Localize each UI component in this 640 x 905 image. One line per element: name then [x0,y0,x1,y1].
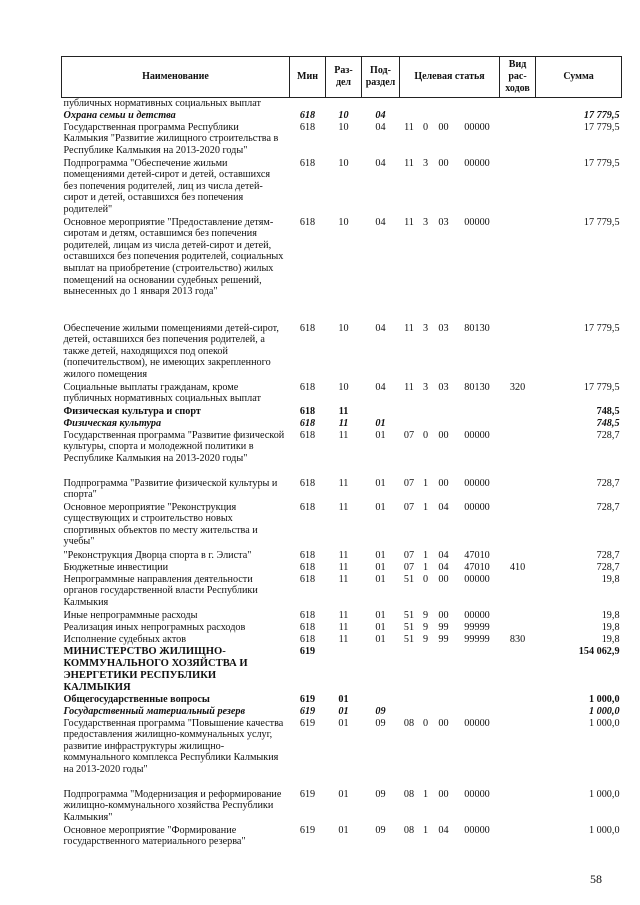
row-vid [500,158,536,217]
row-razdel: 10 [338,157,349,169]
row-sum: 154 062,9 [578,645,620,657]
row-sum: 1 000,0 [588,788,620,800]
table-row [62,406,622,418]
row-podrazdel: 04 [375,216,386,228]
row-target-direction [455,98,500,110]
row-vid [500,718,536,789]
row-min: 619 [299,705,316,717]
row-target-program: 08 [403,717,415,729]
row-target-program: 07 [403,477,415,489]
row-podrazdel [362,406,400,418]
row-name: Общегосударственные вопросы [63,693,210,705]
row-target-program [400,646,419,694]
row-sum: 1 000,0 [588,705,620,717]
row-target-event: 03 [438,381,449,393]
row-sum: 1 000,0 [588,717,620,729]
row-podrazdel [362,98,400,110]
row-name: публичных нормативных социальных выплат [63,98,261,109]
row-sum: 748,5 [596,405,620,417]
row-target-direction: 00000 [464,477,490,489]
row-target-event: 00 [438,788,449,800]
row-target-direction [455,706,500,718]
row-min: 619 [299,693,316,705]
row-razdel: 11 [338,417,349,429]
table-row [62,478,622,502]
row-min: 618 [299,429,316,441]
row-razdel: 11 [338,561,349,573]
row-podrazdel: 01 [375,609,386,621]
row-target-direction: 00000 [464,824,490,836]
row-sum: 728,7 [596,429,620,441]
row-vid [500,430,536,478]
row-target-subprogram: 9 [422,621,429,633]
row-target-direction: 47010 [464,549,490,561]
row-min: 618 [299,322,316,334]
row-target-direction: 00000 [464,717,490,729]
row-min: 618 [299,621,316,633]
row-target-direction [455,646,500,694]
row-target-subprogram [419,110,433,122]
row-target-subprogram: 1 [422,561,429,573]
table-row [62,646,622,694]
row-target-event: 00 [438,717,449,729]
row-target-program [400,110,419,122]
row-min: 618 [299,157,316,169]
row-razdel: 10 [338,216,349,228]
row-target-direction [455,694,500,706]
row-min: 618 [299,417,316,429]
row-target-event: 00 [438,477,449,489]
row-target-program: 51 [403,621,415,633]
row-name: Социальные выплаты гражданам, кроме публичных нормативных социальных выплат [63,381,261,405]
row-vid [500,694,536,706]
row-target-direction: 99999 [464,633,490,645]
row-target-program: 11 [404,322,414,334]
row-sum: 728,7 [596,501,620,513]
row-min: 618 [299,561,316,573]
row-target-program: 51 [403,633,415,645]
row-vid [500,98,536,110]
row-target-event [433,706,455,718]
row-target-subprogram [419,418,433,430]
row-target-event: 04 [438,501,449,513]
row-sum: 17 779,5 [583,381,620,393]
row-sum: 728,7 [596,561,620,573]
row-podrazdel: 01 [375,633,386,645]
table-row [62,694,622,706]
row-sum: 1 000,0 [588,693,620,705]
row-target-event [433,694,455,706]
row-podrazdel: 01 [375,477,386,489]
row-min: 618 [299,405,316,417]
row-vid [500,622,536,634]
row-target-direction [455,406,500,418]
row-name: Основное мероприятие "Формирование государственного материального резерва" [63,824,246,848]
row-razdel [326,646,362,694]
row-razdel: 10 [338,381,349,393]
table-row [62,418,622,430]
row-sum: 17 779,5 [583,216,620,228]
row-target-event: 00 [438,573,449,585]
table-row [62,550,622,562]
row-target-direction: 80130 [464,381,490,393]
row-name: Подпрограмма "Обеспечение жильми помещениями детей-сирот и детей, оставшихся без попечения родителей, лиц из числа детей-сирот и детей, оставшихся без попечения родителей" [63,157,271,215]
row-razdel: 01 [338,788,349,800]
header-target-article: Целевая статья [400,57,500,98]
row-target-program: 11 [404,121,414,133]
row-vid [500,574,536,610]
row-target-event: 00 [438,157,449,169]
row-target-subprogram [419,694,433,706]
row-razdel: 01 [338,717,349,729]
row-min: 619 [299,824,316,836]
row-sum: 728,7 [596,477,620,489]
row-name: Государственная программа "Развитие физической культуры, спорта и молодежной политики в Республике Калмыкия на 2013-2020 годы" [63,429,285,464]
row-vid [500,502,536,550]
row-vid [500,122,536,158]
row-name: МИНИСТЕРСТВО ЖИЛИЩНО-КОММУНАЛЬНОГО ХОЗЯЙСТВА И ЭНЕРГЕТИКИ РЕСПУБЛИКИ КАЛМЫКИЯ [63,645,248,693]
row-target-event [433,418,455,430]
row-name: Основное мероприятие "Реконструкция существующих и строительство новых спортивных объектов по месту жительства и учебы" [63,501,258,548]
row-target-program: 07 [403,429,415,441]
row-podrazdel: 01 [375,561,386,573]
row-vid [500,825,536,849]
row-razdel: 10 [338,121,349,133]
row-name: Иные непрограммные расходы [63,609,198,621]
row-target-program: 11 [404,381,414,393]
row-vid [500,610,536,622]
row-target-event: 00 [438,429,449,441]
budget-table [61,56,622,849]
row-target-subprogram: 1 [422,477,429,489]
row-min: 618 [299,381,316,393]
row-target-event: 03 [438,322,449,334]
row-target-direction: 80130 [464,322,490,334]
row-target-program: 08 [403,788,415,800]
row-sum: 748,5 [596,417,620,429]
table-row [62,323,622,382]
table-row [62,430,622,478]
row-sum: 17 779,5 [583,322,620,334]
row-name: Физическая культура и спорт [63,405,201,417]
row-min: 618 [299,121,316,133]
row-name: Основное мероприятие "Предоставление детям-сиротам и детям, оставшимся без попечения родителей, лицам из числа детей-сирот и детей, оставшихся без попечения родителей, социальных выплат на приобретение (строительство) жилых помещений на основании судебных решений, вынесенных до 1 января 2013 года" [63,216,284,298]
row-podrazdel [362,694,400,706]
row-razdel: 11 [338,573,349,585]
row-razdel: 11 [338,405,349,417]
table-body [62,98,622,849]
row-razdel: 11 [338,477,349,489]
row-target-event: 04 [438,561,449,573]
row-vid [500,418,536,430]
row-podrazdel: 09 [375,717,386,729]
row-target-program: 08 [403,824,415,836]
row-name: Государственный материальный резерв [63,705,246,717]
row-razdel: 11 [338,429,349,441]
row-min: 618 [299,109,316,121]
row-min: 618 [299,573,316,585]
row-min: 618 [299,216,316,228]
row-target-event: 00 [438,609,449,621]
row-sum: 17 779,5 [583,109,620,121]
table-row [62,562,622,574]
row-target-program: 07 [403,501,415,513]
row-podrazdel: 01 [375,429,386,441]
row-name: Исполнение судебных актов [63,633,187,645]
table-row [62,610,622,622]
row-name: Государственная программа "Повышение качества предоставления жилищно-коммунальных услуг, развитие инфраструктуры жилищно-коммунального комплекса Республики Калмыкия на 2013-2020 годы" [63,717,284,775]
table-row [62,98,622,110]
table-row [62,622,622,634]
row-min: 618 [299,633,316,645]
row-podrazdel: 01 [375,573,386,585]
row-vid [500,110,536,122]
header-vid: Вид рас-ходов [500,57,536,98]
row-vid: 320 [509,381,526,393]
row-target-direction: 00000 [464,216,490,228]
row-razdel: 10 [338,109,349,121]
row-name: Государственная программа Республики Калмыкия "Развитие жилищного строительства в Республике Калмыкия на 2013-2020 годы" [63,121,279,156]
row-min: 618 [299,609,316,621]
row-target-event: 99 [438,633,449,645]
row-podrazdel: 01 [375,621,386,633]
row-target-direction [455,110,500,122]
row-podrazdel: 09 [375,824,386,836]
row-target-subprogram: 1 [422,824,429,836]
row-name: Непрограммные направления деятельности органов государственной власти Республики Калмыкия [63,573,258,608]
row-name: Охрана семьи и детства [63,109,176,121]
row-sum: 19,8 [601,621,620,633]
row-sum: 728,7 [596,549,620,561]
row-razdel: 01 [338,824,349,836]
row-name: Бюджетные инвестиции [63,561,169,573]
row-target-direction: 00000 [464,429,490,441]
row-target-event: 04 [438,549,449,561]
row-sum [536,98,622,110]
row-target-subprogram [419,98,433,110]
row-podrazdel: 04 [375,121,386,133]
row-target-direction [455,418,500,430]
row-razdel: 01 [338,705,349,717]
table-header [62,57,622,98]
header-name: Наименование [62,57,290,98]
row-sum: 17 779,5 [583,121,620,133]
row-vid: 830 [509,633,526,645]
row-target-program: 11 [404,157,414,169]
row-vid [500,789,536,825]
row-razdel: 11 [338,609,349,621]
row-min: 618 [299,477,316,489]
table-row [62,502,622,550]
row-razdel: 11 [338,633,349,645]
header-podrazdel: Под-раздел [362,57,400,98]
row-target-subprogram: 1 [422,788,429,800]
row-target-program [400,98,419,110]
row-vid [500,217,536,323]
row-target-program: 11 [404,216,414,228]
table-row [62,574,622,610]
row-sum: 1 000,0 [588,824,620,836]
row-target-subprogram: 0 [422,717,429,729]
row-name: Физическая культура [63,417,162,429]
row-target-event: 04 [438,824,449,836]
row-name: Подпрограмма "Модернизация и реформирование жилищно-коммунального хозяйства Республики Калмыкия" [63,788,282,823]
row-target-subprogram: 3 [422,216,429,228]
row-target-direction: 00000 [464,573,490,585]
row-target-event: 03 [438,216,449,228]
row-name: "Реконструкция Дворца спорта в г. Элиста" [63,549,252,561]
row-target-direction: 00000 [464,121,490,133]
row-target-subprogram: 1 [422,549,429,561]
row-razdel: 01 [338,693,349,705]
header-min: Мин [290,57,326,98]
row-razdel: 11 [338,501,349,513]
row-target-event: 99 [438,621,449,633]
row-sum: 19,8 [601,609,620,621]
page-number: 58 [590,872,602,886]
row-target-subprogram: 0 [422,429,429,441]
row-sum: 17 779,5 [583,157,620,169]
row-min: 619 [299,717,316,729]
table-row [62,217,622,323]
row-podrazdel: 01 [375,501,386,513]
table-row [62,634,622,646]
row-sum: 19,8 [601,573,620,585]
row-target-direction: 99999 [464,621,490,633]
row-target-program: 51 [403,573,415,585]
row-target-program: 51 [403,609,415,621]
row-target-direction: 00000 [464,788,490,800]
table-row [62,122,622,158]
row-razdel [326,98,362,110]
row-target-subprogram: 0 [422,121,429,133]
row-target-event [433,98,455,110]
row-target-direction: 47010 [464,561,490,573]
row-vid [500,646,536,694]
row-podrazdel: 09 [375,788,386,800]
table-row [62,789,622,825]
row-target-event: 00 [438,121,449,133]
row-target-subprogram: 0 [422,573,429,585]
row-target-event [433,646,455,694]
row-vid [500,406,536,418]
row-target-direction: 00000 [464,157,490,169]
row-min: 618 [299,549,316,561]
row-target-subprogram [419,406,433,418]
row-podrazdel: 04 [375,381,386,393]
row-podrazdel: 04 [375,109,386,121]
table-row [62,706,622,718]
header-sum: Сумма [536,57,622,98]
row-target-program: 07 [403,561,415,573]
row-target-subprogram: 9 [422,633,429,645]
row-name: Обеспечение жилыми помещениями детей-сирот, детей, оставшихся без попечения родителей, а также детей, находящихся под опекой (попечительством), не имеющих закрепленного жилого помещения [63,322,279,380]
row-podrazdel: 09 [375,705,386,717]
row-podrazdel [362,646,400,694]
row-target-direction: 00000 [464,609,490,621]
row-target-subprogram: 3 [422,322,429,334]
row-target-subprogram: 3 [422,157,429,169]
row-target-event [433,110,455,122]
row-min: 619 [299,788,316,800]
row-target-direction: 00000 [464,501,490,513]
row-target-subprogram: 1 [422,501,429,513]
row-vid [500,550,536,562]
table-row [62,382,622,406]
row-min: 618 [299,501,316,513]
table-row [62,158,622,217]
row-podrazdel: 04 [375,322,386,334]
row-podrazdel: 01 [375,549,386,561]
row-target-subprogram [419,706,433,718]
row-vid [500,706,536,718]
row-target-program [400,694,419,706]
row-min: 619 [299,645,316,657]
row-target-event [433,406,455,418]
row-target-program [400,706,419,718]
row-target-subprogram: 9 [422,609,429,621]
row-target-subprogram: 3 [422,381,429,393]
row-sum: 19,8 [601,633,620,645]
row-target-program: 07 [403,549,415,561]
row-vid [500,478,536,502]
row-razdel: 11 [338,621,349,633]
row-target-subprogram [419,646,433,694]
row-target-program [400,406,419,418]
row-vid: 410 [509,561,526,573]
row-podrazdel: 01 [375,417,386,429]
header-razdel: Раз-дел [326,57,362,98]
row-name: Подпрограмма "Развитие физической культуры и спорта" [63,477,278,501]
table-row [62,825,622,849]
row-min [290,98,326,110]
row-name: Реализация иных непрограмных расходов [63,621,246,633]
row-razdel: 10 [338,322,349,334]
row-target-program [400,418,419,430]
table-row [62,110,622,122]
table-row [62,718,622,789]
row-vid [500,323,536,382]
row-podrazdel: 04 [375,157,386,169]
row-razdel: 11 [338,549,349,561]
